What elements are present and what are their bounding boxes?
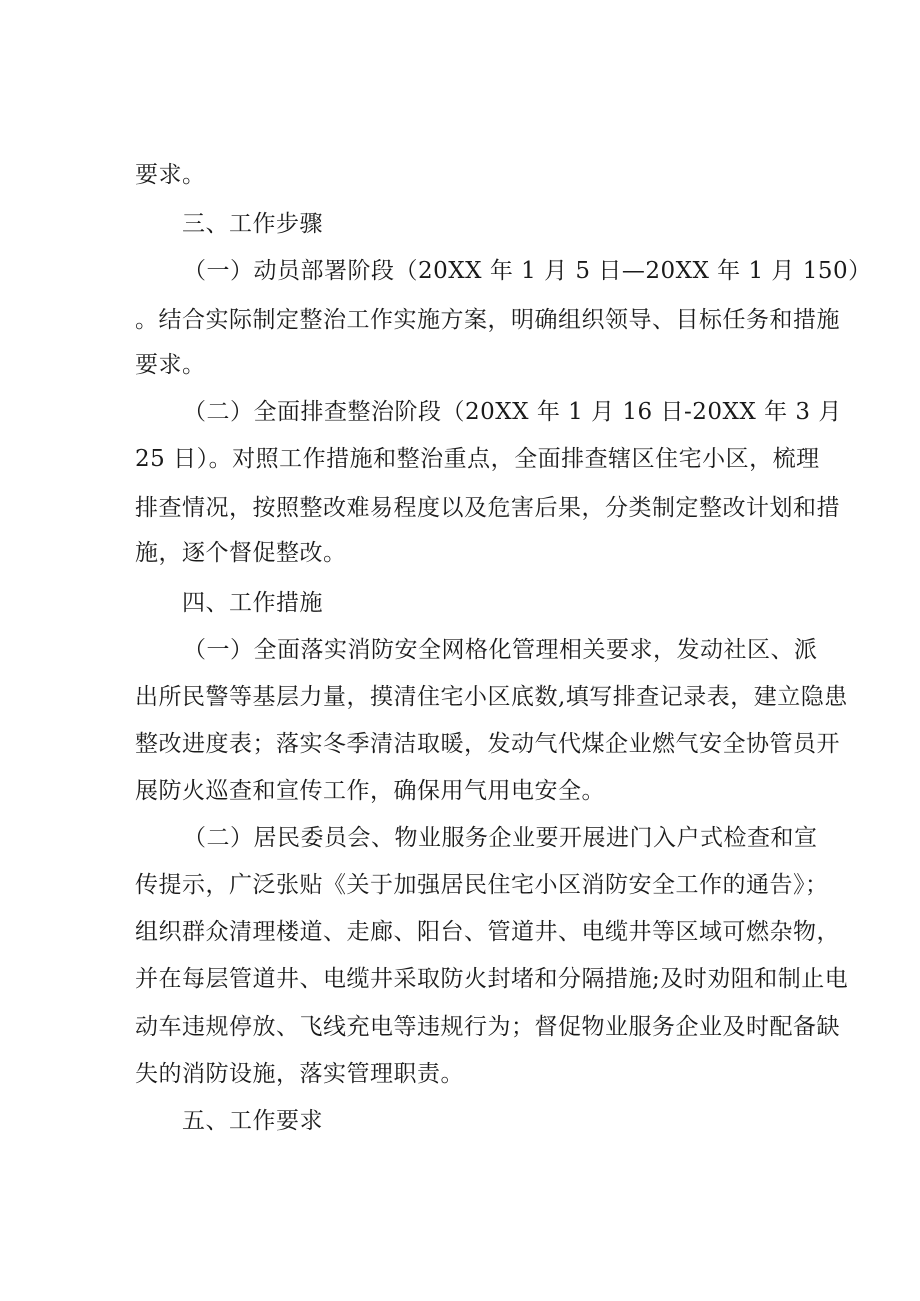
text-line-8: 排查情况，按照整改难易程度以及危害后果，分类制定整改计划和措 [135,495,840,521]
text-line-15: （二）居民委员会、物业服务企业要开展进门入户式检查和宣 [183,825,818,851]
text-line-3: （一）动员部署阶段（20XX 年 1 月 5 日—20XX 年 1 月 150） [183,258,872,284]
text-line-17: 组织群众清理楼道、走廊、阳台、管道井、电缆井等区域可燃杂物， [135,919,840,945]
text-line-9: 施，逐个督促整改。 [135,540,347,566]
text-line-18: 并在每层管道井、电缆井采取防火封堵和分隔措施;及时劝阻和制止电 [135,966,849,992]
section-heading-work-steps: 三、工作步骤 [182,211,323,237]
section-heading-work-requirements: 五、工作要求 [182,1108,323,1134]
text-line-12: 出所民警等基层力量，摸清住宅小区底数,填写排查记录表，建立隐患 [135,684,848,710]
text-line-1: 要求。 [135,162,206,188]
text-line-6: （二）全面排查整治阶段（20XX 年 1 月 16 日-20XX 年 3 月 [183,399,842,425]
text-line-5: 要求。 [135,352,206,378]
text-line-19: 动车违规停放、飞线充电等违规行为；督促物业服务企业及时配备缺 [135,1014,840,1040]
text-line-20: 失的消防设施，落实管理职责。 [135,1061,464,1087]
text-line-11: （一）全面落实消防安全网格化管理相关要求，发动社区、派 [183,637,818,663]
text-line-4: 。结合实际制定整治工作实施方案，明确组织领导、目标任务和措施 [135,307,840,333]
section-heading-work-measures: 四、工作措施 [182,590,323,616]
text-line-7: 25 日）。对照工作措施和整治重点，全面排查辖区住宅小区，梳理 [135,446,820,472]
text-line-14: 展防火巡查和宣传工作，确保用气用电安全。 [135,778,605,804]
text-line-13: 整改进度表；落实冬季清洁取暖，发动气代煤企业燃气安全协管员开 [135,731,840,757]
text-line-16: 传提示，广泛张贴《关于加强居民住宅小区消防安全工作的通告》； [135,872,829,898]
